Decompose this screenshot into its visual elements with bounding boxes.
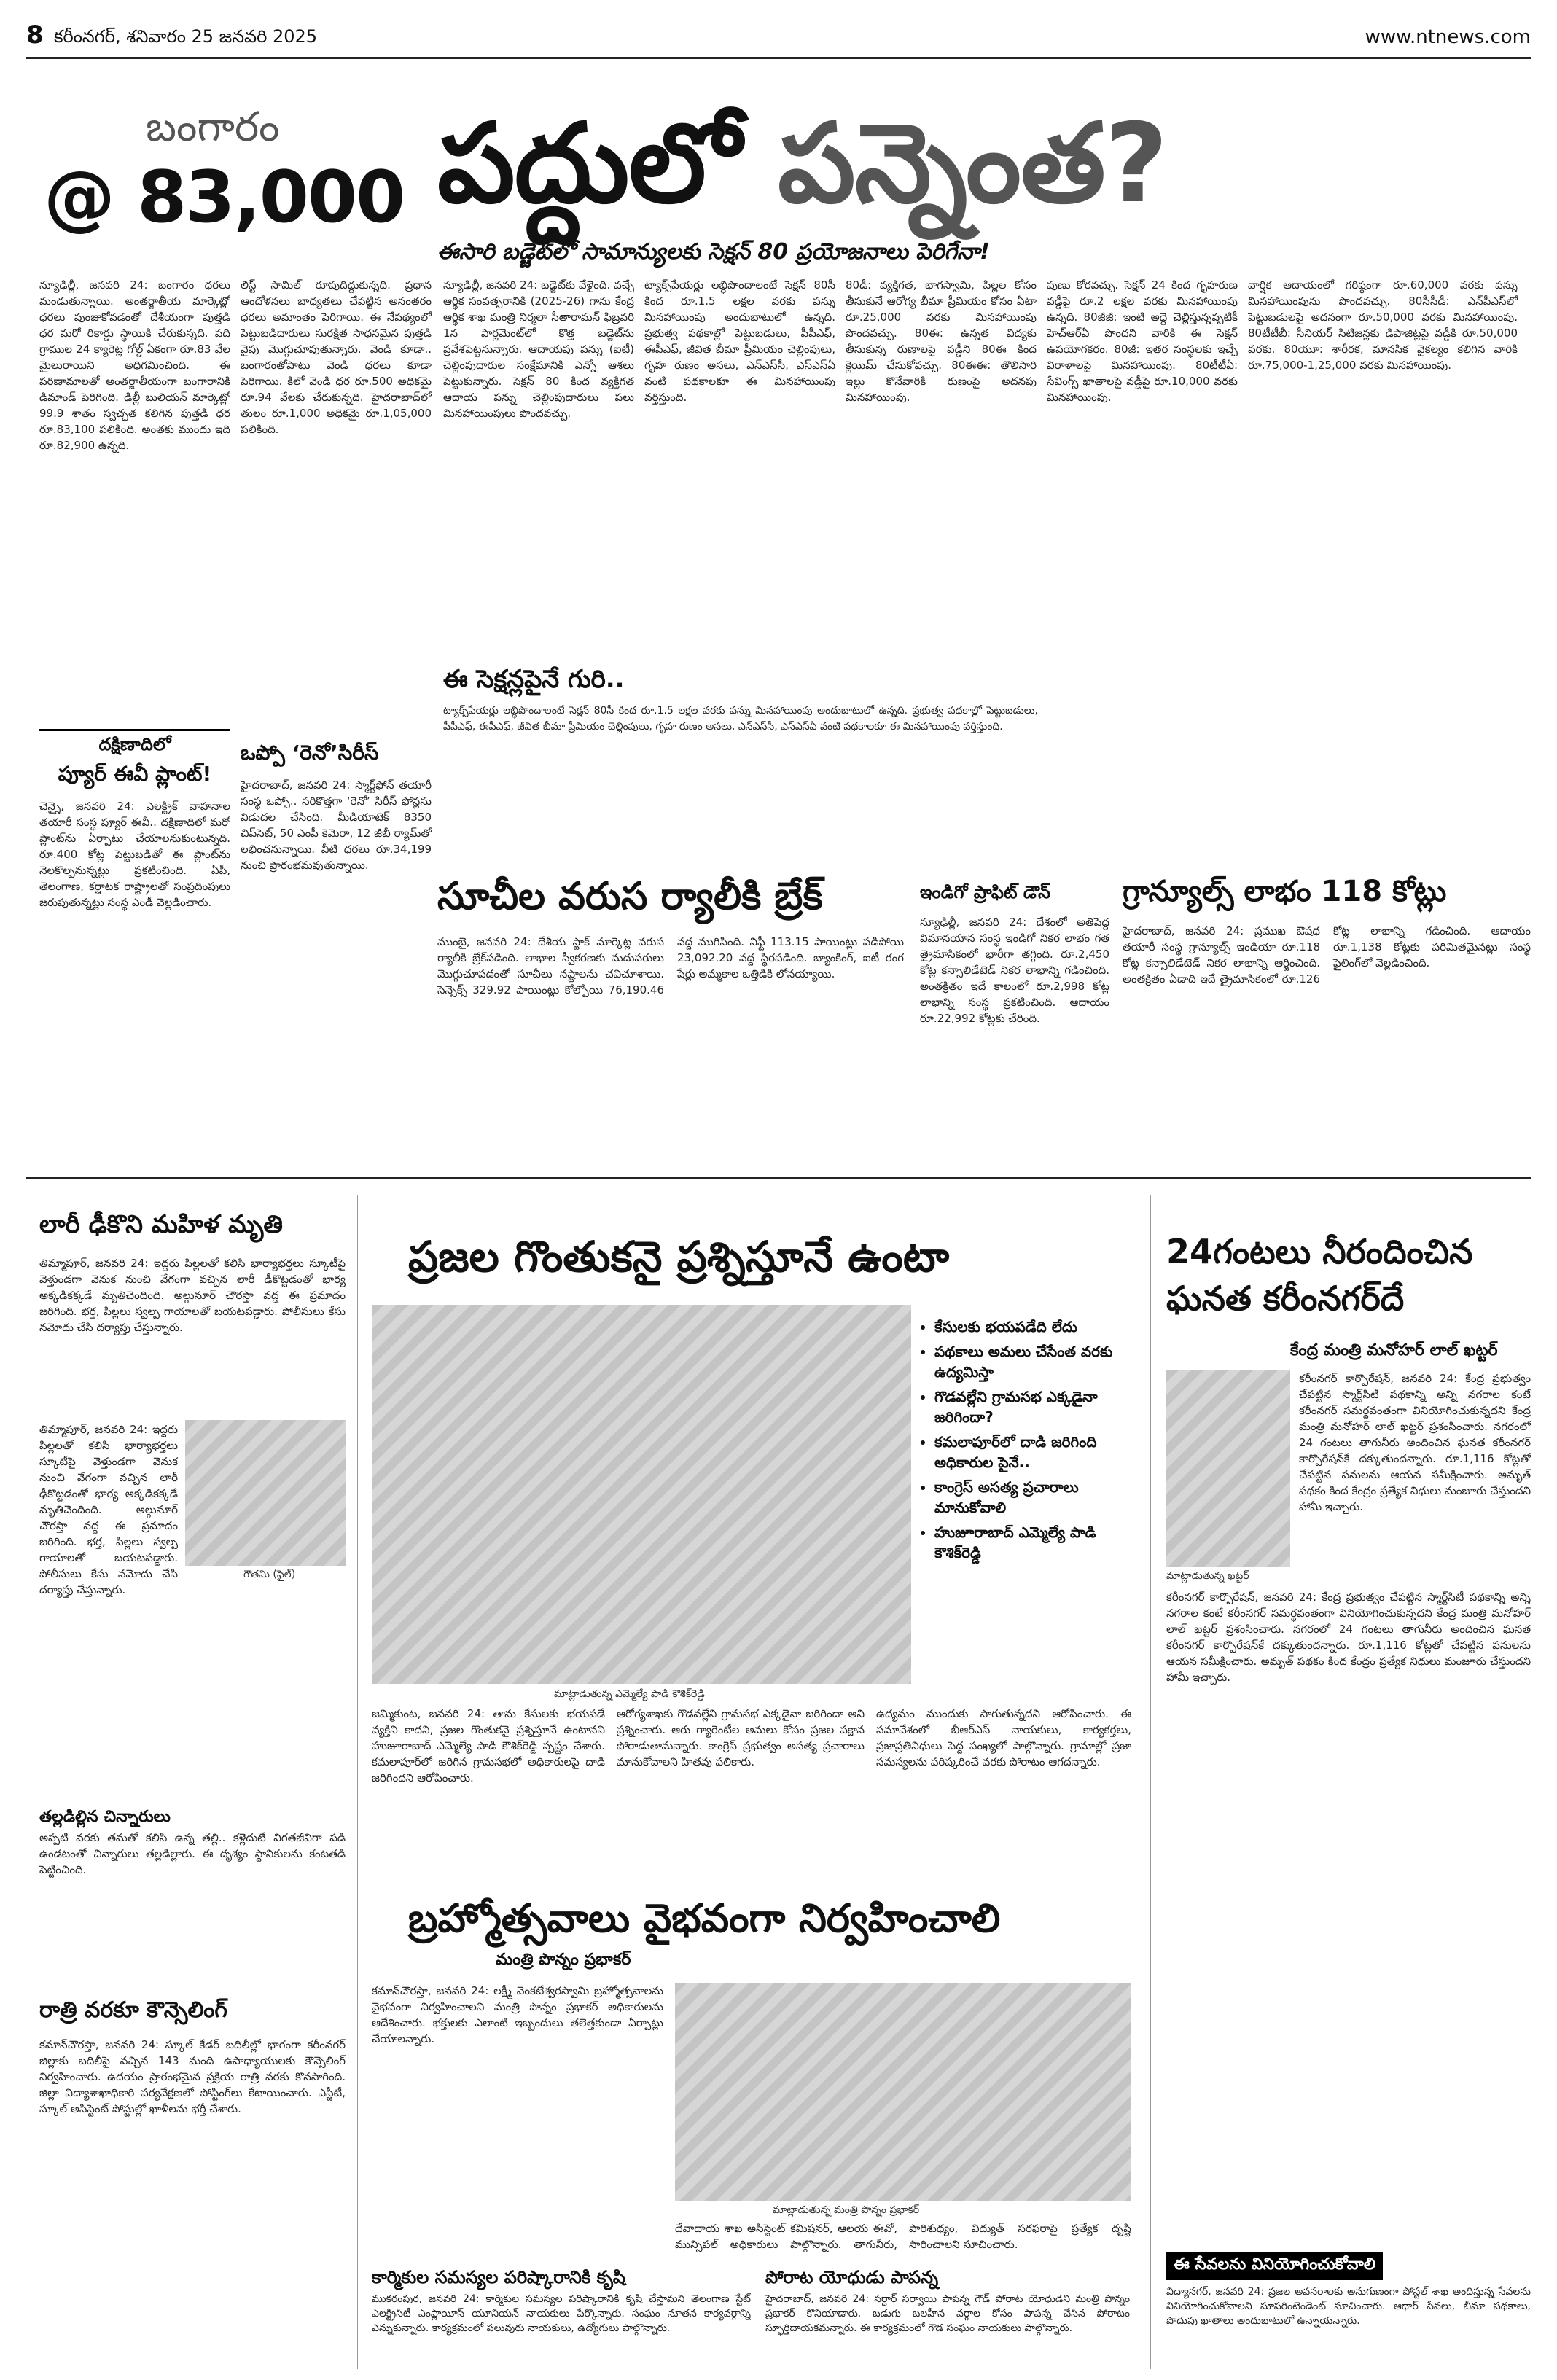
khattar-photo bbox=[1166, 1370, 1290, 1567]
accident-photo bbox=[185, 1420, 346, 1566]
counselling-body: కమాన్‌చౌరస్తా, జనవరి 24: స్కూల్ కేడర్ బదిలీల్లో భాగంగా కరీంనగర్ జిల్లాకు బదిలీపై వచ్చిన 143 మంది ఉపాధ్యాయులకు కౌన్సెలింగ్ నిర్వహించారు. ఉదయం ప్రారంభమైన ప్రక్రియ రాత్రి వరకు కొనసాగింది. జిల్లా విద్యాశాఖాధికారి పర్యవేక్షణలో పోస్టింగ్‌లు కేటాయించారు. ఎస్జీటీ, స్కూల్ అసిస్టెంట్ పోస్టుల్లో ఖాళీలను భర్తీ చేశారు. bbox=[39, 2038, 346, 2115]
accident-title: లారీ ఢీకొని మహిళ మృతి bbox=[39, 1210, 283, 1239]
website-link[interactable]: www.ntnews.com bbox=[1365, 26, 1531, 48]
header-rule bbox=[26, 57, 1531, 59]
sensex-story bbox=[437, 875, 904, 1166]
water-title-1: 24గంటలు నీరందించిన bbox=[1166, 1232, 1473, 1271]
brahmotsavam-photo-caption: మాట్లాడుతున్న మంత్రి పొన్నం ప్రభాకర్ bbox=[773, 2204, 920, 2216]
accident-body-extra: తిమ్మాపూర్, జనవరి 24: ఇద్దరు పిల్లలతో కలిసి భార్యాభర్తలు స్కూటీపై వెళ్తుండగా వెనుక నుంచి వేగంగా వచ్చిన లారీ ఢీకొట్టడంతో భార్య అక్కడికక్కడే మృతిచెందింది. అల్గునూర్ చౌరస్తా వద్ద ఈ ప్రమాదం జరిగింది. భర్త, పిల్లలు స్వల్ప గాయాలతో బయటపడ్డారు. పోలీసులు కేసు నమోదు చేసి దర్యాప్తు చేస్తున్నారు. bbox=[39, 1423, 178, 1596]
section-box-heading: ఈ సెక్షన్లపైనే గురి.. bbox=[443, 665, 625, 694]
mla-body-a: జమ్మికుంట, జనవరి 24: తాను కేసులకు భయపడే వ్యక్తిని కాదని, ప్రజల గొంతుకనై ప్రశ్నిస్తూనే ఉంటానని హుజూరాబాద్ ఎమ్మెల్యే పాడి కౌశిక్‌రెడ్డి స్పష్టం చేశారు. కమలాపూర్‌లో జరిగిన గ్రామసభలో అధికారులపై దాడి జరిగిందని ఆరోపించారు. bbox=[372, 1707, 605, 1784]
indigo-title: ఇండిగో ప్రాఫిట్ డౌన్ bbox=[920, 882, 1050, 902]
karmika-title: కార్మికుల సమస్యల పరిష్కారానికి కృషి bbox=[372, 2267, 625, 2287]
brahmotsavam-title: బ్రహ్మోత్సవాలు వైభవంగా నిర్వహించాలి bbox=[408, 1895, 1001, 1941]
oppo-title: ఒప్పో ‘రెనో’సిరీస్ bbox=[241, 741, 379, 765]
postal-box-body: విద్యానగర్, జనవరి 24: ప్రజల అవసరాలకు అనుగుణంగా పోస్టల్ శాఖ అందిస్తున్న సేవలను వినియోగించుకోవాలని సూపరింటెండెంట్ సూచించారు. ఆధార్ సేవలు, బీమా పథకాలు, పొదుపు ఖాతాలు అందుబాటులో ఉన్నాయన్నారు. bbox=[1166, 2286, 1531, 2327]
lead-headline-part1: పద్దులో bbox=[437, 101, 778, 227]
ev-kicker: దక్షిణాదిలో bbox=[39, 729, 230, 759]
lead-column-3: న్యూఢిల్లీ, జనవరి 24: బడ్జెట్‌కు వేళైంది. వచ్చే ఆర్థిక సంవత్సరానికి (2025-26) గాను కేంద్ర ఆర్థిక శాఖ మంత్రి నిర్మలా సీతారామన్ ఫిబ్రవరి 1న పార్లమెంట్‌లో కొత్త బడ్జెట్‌ను ప్రవేశపెట్టనున్నారు. ఆదాయపు పన్ను (ఐటీ) చెల్లింపుదారుల సంక్షేమానికి ఎన్నో ఆశలు పెట్టుకున్నారు. సెక్షన్ 80 కింద వ్యక్తిగత ఆదాయ పన్ను చెల్లింపుదారులు పలు మినహాయింపులు పొందవచ్చు. bbox=[443, 278, 634, 420]
water-title-2: ఘనత కరీంనగర్‌దే bbox=[1166, 1279, 1405, 1318]
brahmotsavam-body-a: కమాన్‌చౌరస్తా, జనవరి 24: లక్ష్మీ వెంకటేశ్వరస్వామి బ్రహ్మోత్సవాలను వైభవంగా నిర్వహించాలని మంత్రి పొన్నం ప్రభాకర్ అధికారులను ఆదేశించారు. భక్తులకు ఎలాంటి ఇబ్బందులు తలెత్తకుండా ఏర్పాట్లు చేయాలన్నారు. bbox=[372, 1984, 663, 2045]
mla-title: ప్రజల గొంతుకనై ప్రశ్నిస్తూనే ఉంటా bbox=[408, 1232, 950, 1281]
section-box-text: ట్యాక్స్‌పేయర్లు లబ్ధిపొందాలంటే సెక్షన్‌ 80సీ కింద రూ.1.5 లక్షల వరకు పన్ను మినహాయింపు అందుబాటులో ఉన్నది. ప్రభుత్వ పథకాల్లో పెట్టుబడులు, పీపీఎఫ్, ఈపీఎఫ్, జీవిత బీమా ప్రీమియం చెల్లింపులు, గృహ రుణం అసలు, ఎన్‌ఎస్‌సీ, ఎస్‌ఎస్‌ఏ వంటి పథకాలకూ ఈ మినహాయింపు వర్తిస్తుంది. bbox=[443, 705, 1038, 733]
accident-body: తిమ్మాపూర్, జనవరి 24: ఇద్దరు పిల్లలతో కలిసి భార్యాభర్తలు స్కూటీపై వెళ్తుండగా వెనుక నుంచి వేగంగా వచ్చిన లారీ ఢీకొట్టడంతో భార్య అక్కడికక్కడే మృతిచెందింది. అల్గునూర్ చౌరస్తా వద్ద ఈ ప్రమాదం జరిగింది. భర్త, పిల్లలు స్వల్ప గాయాలతో బయటపడ్డారు. పోలీసులు కేసు నమోదు చేసి దర్యాప్తు చేస్తున్నారు. bbox=[39, 1257, 346, 1334]
water-body: కరీంనగర్ కార్పొరేషన్, జనవరి 24: కేంద్ర ప్రభుత్వం చేపట్టిన స్మార్ట్‌సిటీ పథకాన్ని అన్ని నగరాల కంటే కరీంనగర్ సమర్థవంతంగా వినియోగించుకున్నదని కేంద్ర మంత్రి మనోహర్ లాల్ ఖట్టర్ ప్రశంసించారు. నగరంలో 24 గంటలు తాగునీరు అందించిన ఘనత కరీంనగర్ కార్పొరేషన్‌కే దక్కుతుందన్నారు. రూ.1,116 కోట్లతో చేపట్టిన పనులను ఆయన సమీక్షించారు. అమృత్ పథకం కింద కేంద్రం ప్రత్యేక నిధులు మంజూరు చేస్తుందని హామీ ఇచ్చారు. bbox=[1166, 1591, 1531, 1684]
section-divider bbox=[26, 1177, 1531, 1179]
brahmotsavam-body-b: దేవాదాయ శాఖ అసిస్టెంట్ కమిషనర్, ఆలయ ఈవో, మున్సిపల్ అధికారులు పాల్గొన్నారు. తాగునీరు, పారిశుధ్యం, విద్యుత్ సరఫరాపై ప్రత్యేక దృష్టి సారించాలని సూచించారు. bbox=[675, 2222, 1131, 2251]
accident-story bbox=[39, 1210, 346, 1852]
khattar-photo-caption: మాట్లాడుతున్న ఖట్టర్ bbox=[1166, 1570, 1249, 1582]
gold-price-tag bbox=[44, 95, 423, 241]
lead-column-7: వార్షిక ఆదాయంలో గరిష్ఠంగా రూ.60,000 వరకు పన్ను మినహాయింపును పొందవచ్చు. 80సీసీడీ: ఎన్‌పీఎస్‌లో పెట్టుబడులపై అదనంగా రూ.50,000 వరకు మినహాయింపు. 80టీటీబీ: సీనియర్ సిటిజన్లకు డిపాజిట్లపై వడ్డీకి రూ.50,000 వరకు. 80యూ: శారీరక, మానసిక వైకల్యం కలిగిన వారికి రూ.75,000-1,25,000 వరకు మినహాయింపు. bbox=[1248, 278, 1518, 372]
counselling-title: రాత్రి వరకూ కౌన్సెలింగ్ bbox=[39, 1997, 227, 2023]
lead-column-4: ట్యాక్స్‌పేయర్లు లబ్ధిపొందాలంటే సెక్షన్‌ 80సీ కింద రూ.1.5 లక్షల వరకు పన్ను మినహాయింపు అందుబాటులో ఉన్నది. ప్రభుత్వ పథకాల్లో పెట్టుబడులు, పీపీఎఫ్, ఈపీఎఫ్, జీవిత బీమా ప్రీమియం చెల్లింపులు, గృహ రుణం అసలు, ఎన్‌ఎస్‌సీ, ఎస్‌ఎస్‌ఏ వంటి పథకాలకూ ఈ మినహాయింపు వర్తిస్తుంది. bbox=[644, 278, 835, 404]
oppo-story bbox=[241, 729, 432, 1072]
sensex-body: ముంబై, జనవరి 24: దేశీయ స్టాక్ మార్కెట్ల వరుస ర్యాలీకి బ్రేక్‌పడింది. లాభాల స్వీకరణకు మదుపరులు మొగ్గుచూపడంతో సూచీలు నష్టాలను చవిచూశాయి. సెన్సెక్స్ 329.92 పాయింట్లు కోల్పోయి 76,190.46 వద్ద ముగిసింది. నిఫ్టీ 113.15 పాయింట్లు పడిపోయి 23,092.20 వద్ద స్థిరపడింది. బ్యాంకింగ్, ఐటీ రంగ షేర్లు అమ్మకాల ఒత్తిడికి లోనయ్యాయి. bbox=[437, 935, 904, 996]
lead-headline-part2: పన్నెంత? bbox=[778, 101, 1168, 227]
lead-column-1: న్యూఢిల్లీ, జనవరి 24: బంగారం ధరలు మండుతున్నాయి. అంతర్జాతీయ మార్కెట్లో ధరలు పుంజుకోవడంతో దేశీయంగా పుత్తడి ధర మరో రికార్డు స్థాయికి చేరుకున్నది. పది గ్రాముల 24 క్యారెట్ల గోల్డ్ ఏకంగా రూ.83 వేల మైలురాయిని అధిగమించింది. ఈ పరిణామాలతో అంతర్జాతీయంగా బంగారానికి డిమాండ్ పెరిగింది. ఢిల్లీ బులియన్ మార్కెట్లో 99.9 శాతం స్వచ్ఛత కలిగిన పుత్తడి ధర రూ.83,100 పలికింది. అంతకు ముందు ఇది రూ.82,900 ఉన్నది. bbox=[39, 278, 230, 452]
indigo-body: న్యూఢిల్లీ, జనవరి 24: దేశంలో అతిపెద్ద విమానయాన సంస్థ ఇండిగో నికర లాభం గత త్రైమాసికంలో భారీగా తగ్గింది. రూ.2,450 కోట్ల కన్సాలిడేటెడ్ నికర లాభాన్ని గడించింది. అంతక్రితం ఇదే కాలంలో రూ.2,998 కోట్ల లాభాన్ని సంస్థ ప్రకటించింది. ఆదాయం రూ.22,992 కోట్లకు చేరింది. bbox=[920, 916, 1109, 1025]
mla-bullet-list bbox=[920, 1312, 1146, 1567]
accident-body-2: అప్పటి వరకు తమతో కలిసి ఉన్న తల్లి.. కళ్లెదుటే విగతజీవిగా పడి ఉండటంతో చిన్నారులు తల్లడిల్లారు. ఈ దృశ్యం స్థానికులను కంటతడి పెట్టించింది. bbox=[39, 1831, 346, 1876]
mla-photo bbox=[372, 1305, 911, 1684]
lead-subheadline: ఈసారి బడ్జెట్‌లో సామాన్యులకు సెక్షన్‌ 80 ప్రయోజనాలు పెరిగేనా! bbox=[437, 239, 990, 265]
poratam-title: పోరాట యోధుడు పాపన్న bbox=[765, 2267, 939, 2287]
ev-story bbox=[39, 729, 230, 1072]
lead-column-5: 80డీ: వ్యక్తిగత, భాగస్వామి, పిల్లల కోసం తీసుకునే ఆరోగ్య బీమా ప్రీమియం కోసం ఏటా రూ.25,000 వరకు మినహాయింపు పొందవచ్చు. 80ఈ: ఉన్నత విద్యకు తీసుకున్న రుణాలపై వడ్డీని 80ఈ కింద క్లెయిమ్ చేసుకోవచ్చు. 80ఈఈ: తొలిసారి ఇల్లు కొనేవారికి రుణంపై అదనపు మినహాయింపు. bbox=[846, 278, 1037, 404]
sensex-title: సూచీల వరుస ర్యాలీకి బ్రేక్ bbox=[437, 875, 823, 918]
mla-bullet-4: • కమలాపూర్‌లో దాడి జరిగింది అధికారుల పైనే.. bbox=[934, 1432, 1146, 1472]
column-rule-right bbox=[1150, 1195, 1151, 2369]
water-body-top: కరీంనగర్ కార్పొరేషన్, జనవరి 24: కేంద్ర ప్రభుత్వం చేపట్టిన స్మార్ట్‌సిటీ పథకాన్ని అన్ని నగరాల కంటే కరీంనగర్ సమర్థవంతంగా వినియోగించుకున్నదని కేంద్ర మంత్రి మనోహర్ లాల్ ఖట్టర్ ప్రశంసించారు. నగరంలో 24 గంటలు తాగునీరు అందించిన ఘనత కరీంనగర్ కార్పొరేషన్‌కే దక్కుతుందన్నారు. రూ.1,116 కోట్లతో చేపట్టిన పనులను ఆయన సమీక్షించారు. అమృత్ పథకం కింద కేంద్రం ప్రత్యేక నిధులు మంజూరు చేస్తుందని హామీ ఇచ్చారు. bbox=[1299, 1372, 1531, 1513]
granules-title: గ్రాన్యూల్స్ లాభం 118 కోట్లు bbox=[1123, 875, 1447, 908]
granules-story bbox=[1123, 875, 1531, 1166]
ev-body: చెన్నై, జనవరి 24: ఎలక్ట్రిక్ వాహనాల తయారీ సంస్థ ప్యూర్ ఈవీ.. దక్షిణాదిలో మరో ప్లాంట్‌ను ఏర్పాటు చేయాలనుకుంటున్నది. రూ.400 కోట్ల పెట్టుబడితో ఈ ప్లాంట్‌ను నెలకొల్పనున్నట్లు ప్రకటించింది. ఏపీ, తెలంగాణ, కర్ణాటక రాష్ట్రాలతో సంప్రదింపులు జరుపుతున్నట్లు సంస్థ ఎండీ వెల్లడించారు. bbox=[39, 800, 230, 909]
brahmotsavam-photo bbox=[675, 1983, 1131, 2201]
karmika-story bbox=[372, 2267, 751, 2376]
poratam-story bbox=[765, 2267, 1130, 2376]
indigo-story bbox=[920, 882, 1109, 1166]
mla-bullet-1: • కేసులకు భయపడేది లేదు bbox=[934, 1316, 1146, 1337]
oppo-body: హైదరాబాద్, జనవరి 24: స్మార్ట్‌ఫోన్ తయారీ సంస్థ ఒప్పో.. సరికొత్తగా ‘రెనో’ సిరీస్ ఫోన్లను విడుదల చేసింది. మీడియాటెక్ 8350 చిప్‌సెట్, 50 ఎంపీ కెమెరా, 12 జీబీ ర్యామ్‌తో లభించనున్నాయి. వీటి ధరలు రూ.34,199 నుంచి ప్రారంభమవుతున్నాయి. bbox=[241, 779, 432, 872]
column-rule-left bbox=[357, 1195, 358, 2369]
mla-bullet-5: • కాంగ్రెస్ అసత్య ప్రచారాలు మానుకోవాలి bbox=[934, 1477, 1146, 1518]
lead-headline bbox=[437, 102, 1168, 226]
postal-box-title: ఈ సేవలను వినియోగించుకోవాలి bbox=[1166, 2252, 1383, 2280]
page-number: 8 bbox=[26, 20, 44, 50]
mla-bullet-3: • గొడవల్లేని గ్రామసభ ఎక్కడైనా జరిగిందా? bbox=[934, 1386, 1146, 1427]
poratam-body: హైదరాబాద్, జనవరి 24: సర్దార్ సర్వాయి పాపన్న గౌడ్ పోరాట యోధుడని మంత్రి పొన్నం ప్రభాకర్ కొనియాడారు. బడుగు బలహీన వర్గాల కోసం పాపన్న చేసిన పోరాటం స్ఫూర్తిదాయకమన్నారు. ఈ కార్యక్రమంలో గౌడ సంఘం నాయకులు పాల్గొన్నారు. bbox=[765, 2293, 1130, 2334]
granules-body: హైదరాబాద్, జనవరి 24: ప్రముఖ ఔషధ తయారీ సంస్థ గ్రాన్యూల్స్ ఇండియా రూ.118 కోట్ల కన్సాలిడేటెడ్ నికర లాభాన్ని ఆర్జించింది. అంతక్రితం ఏడాది ఇదే త్రైమాసికంలో రూ.126 కోట్ల లాభాన్ని గడించింది. ఆదాయం రూ.1,138 కోట్లకు పరిమితమైనట్లు సంస్థ ఫైలింగ్‌లో వెల్లడించింది. bbox=[1123, 924, 1531, 986]
lead-column-2: లిస్ట్ సామిల్ రూపుదిద్దుకున్నది. ప్రధాన ఆందోళనలు బాధ్యతలు చేపట్టిన అనంతరం ధరలు అమాంతం పెరిగాయి. ఈ నేపథ్యంలో పెట్టుబడిదారులు సురక్షిత సాధనమైన పుత్తడి వైపు మొగ్గుచూపుతున్నారు. వెండి కూడా.. బంగారంతోపాటు వెండి ధరలు కూడా పెరిగాయి. కిలో వెండి ధర రూ.500 అధికమై రూ.94 వేలకు చేరుకున్నది. హైదరాబాద్‌లో తులం రూ.1,000 అధికమై రూ.1,05,000 పలికింది. bbox=[241, 278, 432, 436]
dateline: కరీంనగర్, శనివారం 25 జనవరి 2025 bbox=[54, 26, 318, 47]
lead-column-6: పుణు కోరవచ్చు. సెక్షన్ 24 కింద గృహరుణ వడ్డీపై రూ.2 లక్షల వరకు మినహాయింపు ఉన్నది. 80జీజీ: ఇంటి అద్దె చెల్లిస్తున్నప్పటికీ హెచ్‌ఆర్‌ఏ పొందని వారికి ఈ సెక్షన్ ఉపయోగకరం. 80జీ: ఇతర సంస్థలకు ఇచ్చే విరాళాలపై మినహాయింపు. 80టీటీఏ: సేవింగ్స్ ఖాతాలపై వడ్డీపై రూ.10,000 వరకు మినహాయింపు. bbox=[1047, 278, 1238, 404]
mla-bullet-2: • పథకాలు అమలు చేసేంత వరకు ఉద్యమిస్తా bbox=[934, 1341, 1146, 1382]
mla-body-c: ఉద్యమం ముందుకు సాగుతున్నదని ఆరోపించారు. ఈ సమావేశంలో బీఆర్ఎస్ నాయకులు, కార్యకర్తలు, ప్రజాప్రతినిధులు పెద్ద సంఖ్యలో పాల్గొన్నారు. గ్రామాల్లో ప్రజా సమస్యలను పరిష్కరించే వరకు పోరాటం ఆగదన్నారు. bbox=[876, 1707, 1131, 1768]
postal-box bbox=[1166, 2252, 1531, 2369]
ev-title: ప్యూర్ ఈవీ ప్లాంట్! bbox=[58, 762, 212, 786]
mla-body-b: ఆరోగ్యశాఖకు గొడవల్లేని గ్రామసభ ఎక్కడైనా జరిగిందా అని ప్రశ్నించారు. ఆరు గ్యారెంటీల అమలు కోసం ప్రజల పక్షాన పోరాడుతామన్నారు. కాంగ్రెస్ ప్రభుత్వం అసత్య ప్రచారాలు మానుకోవాలని హితవు పలికారు. bbox=[617, 1707, 865, 1768]
gold-tag-word: బంగారం bbox=[146, 104, 280, 151]
gold-tag-price: @ 83,000 bbox=[44, 156, 405, 239]
karmika-body: ముకరంపుర, జనవరి 24: కార్మికుల సమస్యల పరిష్కారానికి కృషి చేస్తామని తెలంగాణ స్టేట్ ఎలక్ట్రిసిటీ ఎంప్లాయీస్ యూనియన్ నాయకులు పేర్కొన్నారు. సంఘం నూతన కార్యవర్గాన్ని ఎన్నుకున్నారు. కార్యక్రమంలో పలువురు నాయకులు, ఉద్యోగులు పాల్గొన్నారు. bbox=[372, 2293, 751, 2334]
accident-photo-caption: గౌతమి (ఫైల్) bbox=[243, 1569, 296, 1580]
mla-bullet-6: • హుజూరాబాద్ ఎమ్మెల్యే పాడి కౌశిక్‌రెడ్డి bbox=[934, 1522, 1146, 1563]
water-subtitle: కేంద్ర మంత్రి మనోహర్ లాల్ ఖట్టర్ bbox=[1290, 1341, 1498, 1359]
counselling-story bbox=[39, 1997, 346, 2362]
accident-subhead: తల్లడిల్లిన చిన్నారులు bbox=[39, 1808, 171, 1826]
brahmotsavam-subtitle: మంత్రి పొన్నం ప్రభాకర్ bbox=[496, 1951, 631, 1969]
page-header bbox=[26, 16, 1531, 55]
mla-photo-caption: మాట్లాడుతున్న ఎమ్మెల్యే పాడి కౌశిక్‌రెడ్డి bbox=[554, 1688, 705, 1700]
